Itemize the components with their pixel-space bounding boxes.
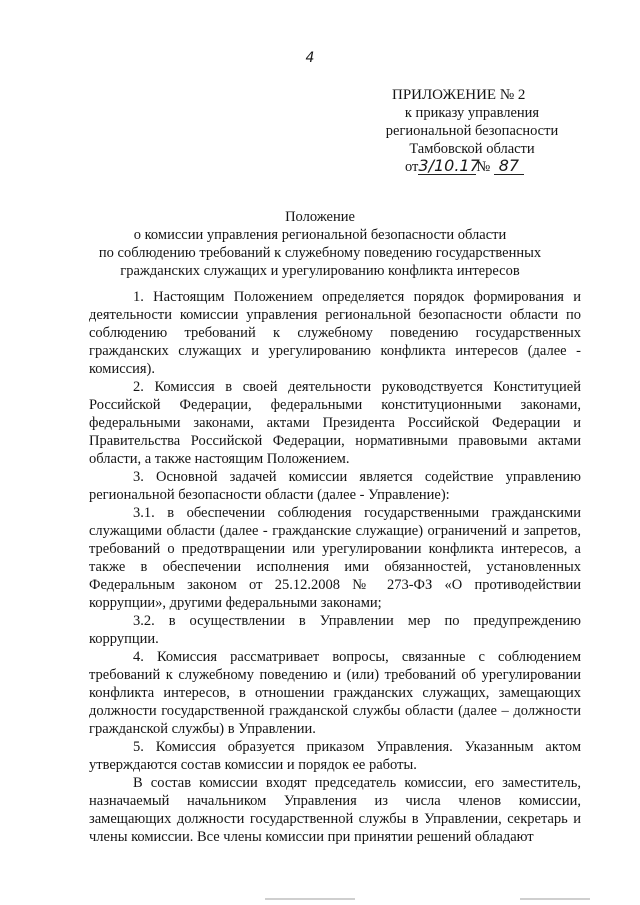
heading-subtitle-line: гражданских служащих и урегулированию конфликта интересов bbox=[120, 263, 520, 279]
paragraph-5: 5. Комиссия образуется приказом Управления. Указанным актом утверждаются состав комиссии и порядок ее работы. bbox=[89, 739, 581, 773]
paragraph-3-2: 3.2. в осуществлении в Управлении мер по предупреждению коррупции. bbox=[89, 613, 581, 647]
paragraph-2: 2. Комиссия в своей деятельности руководствуется Конституцией Российской Федерации, федеральными конституционными законами, федеральными законами, актами Президента Российской Федерации и Правительства Российской Федерации, нормативными правовыми актами области, а также настоящим Положением. bbox=[89, 379, 581, 467]
paragraph-1: 1. Настоящим Положением определяется порядок формирования и деятельности комиссии управления региональной безопасности области по соблюдению требований к служебному поведению государственных гражданских служащих и урегулированию конфликта интересов (далее - комиссия). bbox=[89, 289, 581, 377]
appendix-block bbox=[372, 86, 572, 176]
paragraph-4: 4. Комиссия рассматривает вопросы, связанные с соблюдением требований к служебному поведению и (или) требований об урегулировании конфликта интересов, в отношении гражданских служащих, замещающих должности государственной гражданской службы области (далее – должности гражданской службы) в Управлении. bbox=[89, 649, 581, 737]
heading-subtitle-line: о комиссии управления региональной безопасности области bbox=[133, 227, 507, 243]
paragraph-3: 3. Основной задачей комиссии является содействие управлению региональной безопасности области (далее - Управление): bbox=[89, 469, 581, 503]
handwritten-date: 3/10.17 bbox=[418, 156, 480, 175]
appendix-line: к приказу управления bbox=[404, 105, 540, 121]
appendix-line: региональной безопасности bbox=[385, 123, 559, 139]
document-body bbox=[89, 288, 581, 846]
document-heading bbox=[90, 208, 550, 280]
heading-title: Положение bbox=[285, 209, 355, 225]
appendix-line: Тамбовской области bbox=[409, 141, 535, 157]
page-number: 4 bbox=[305, 50, 315, 66]
date-prefix: от bbox=[405, 159, 419, 175]
heading-subtitle-line: по соблюдению требований к служебному поведению государственных bbox=[98, 245, 542, 261]
scan-edge-artifact bbox=[0, 896, 640, 905]
number-prefix: № bbox=[476, 159, 491, 175]
appendix-date-line bbox=[372, 158, 572, 176]
paragraph-6: В состав комиссии входят председатель комиссии, его заместитель, назначаемый начальником Управления из числа членов комиссии, замещающих должности государственной службы в Управлении, секретарь и члены комиссии. Все члены комиссии при принятии решений обладают bbox=[89, 775, 581, 845]
handwritten-number: 87 bbox=[494, 158, 524, 175]
appendix-title: ПРИЛОЖЕНИЕ № 2 bbox=[392, 87, 526, 103]
paragraph-3-1: 3.1. в обеспечении соблюдения государственными гражданскими служащими области (далее - гражданские служащие) ограничений и запретов, требований о предотвращении или урегулировании конфликта интересов, а также в обеспечении исполнения ими обязанностей, установленных Федеральным законом от 25.12.2008 № 273-ФЗ «О противодействии коррупции», другими федеральными законами; bbox=[89, 505, 581, 611]
